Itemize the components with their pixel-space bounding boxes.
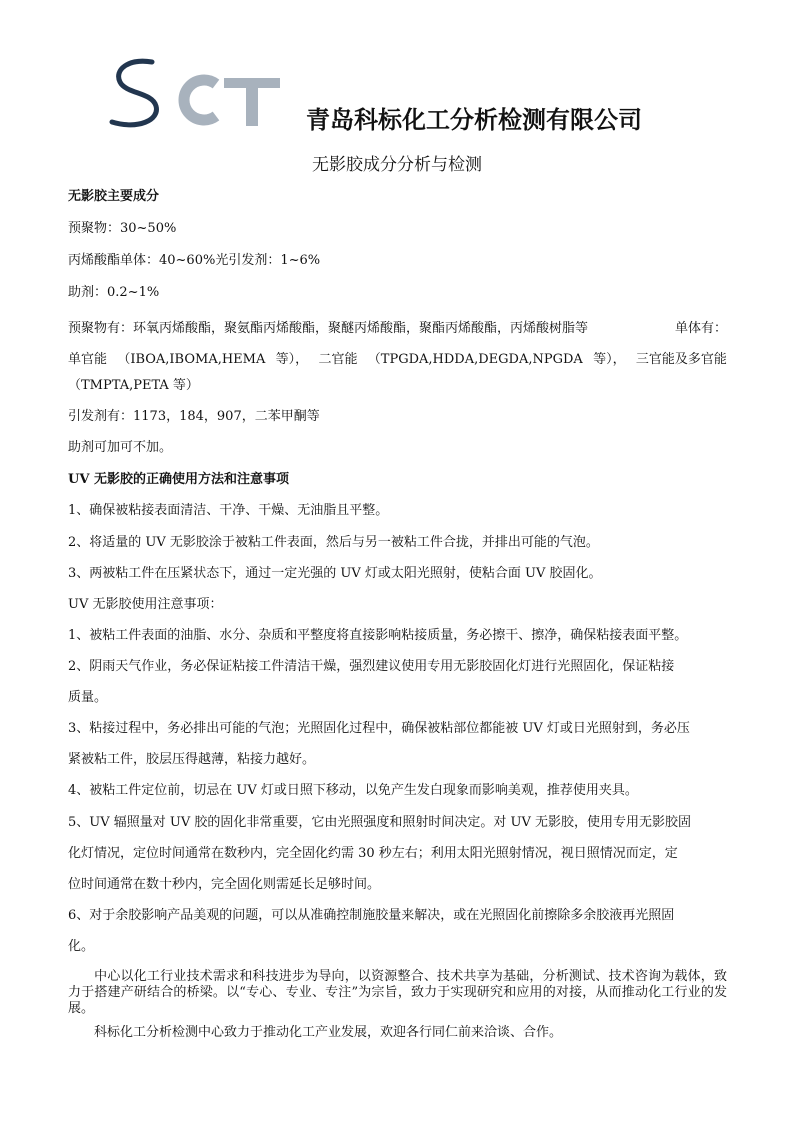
- prepolymer-text: 预聚物有：环氧丙烯酸酯，聚氨酯丙烯酸酯，聚醚丙烯酸酯，聚酯丙烯酸酯，丙烯酸树脂等: [68, 321, 589, 336]
- footer-text: 中心以化工行业技术需求和科技进步为导向，以资源整合、技术共享为基础，分析测试、技术咨询为载体，致力于搭建产研结合的桥梁。以“专心、专业、专注”为宗旨，致力于实现研究和应用的对接，从而推动化工行业的发展。: [68, 969, 727, 1016]
- monomer-line-2: （TMPTA,PETA 等）: [68, 378, 199, 393]
- monomer-part: 等），: [593, 352, 626, 367]
- composition-line: 预聚物：30~50%: [68, 221, 177, 236]
- document-title: 无影胶成分分析与检测: [312, 155, 482, 175]
- monomer-label: 单体有：: [674, 321, 727, 336]
- sct-logo: [108, 56, 288, 132]
- company-name: 青岛科标化工分析检测有限公司: [306, 106, 642, 134]
- usage-step: 3、两被粘工件在压紧状态下，通过一定光强的 UV 灯或太阳光照射，使粘合面 UV 胶固化。: [68, 566, 602, 581]
- prepolymer-line: [68, 317, 727, 336]
- note-line: 5、UV 辐照量对 UV 胶的固化非常重要，它由光照强度和照射时间决定。对 UV 无影胶，使用专用无影胶固: [68, 815, 691, 830]
- usage-heading: UV 无影胶的正确使用方法和注意事项: [68, 472, 289, 487]
- initiator-line: 引发剂有：1173，184，907，二苯甲酮等: [68, 409, 320, 424]
- composition-line: 助剂：0.2~1%: [68, 285, 160, 300]
- note-line: 质量。: [68, 690, 108, 705]
- monomer-part: 二官能: [318, 352, 358, 367]
- usage-step: 2、将适量的 UV 无影胶涂于被粘工件表面，然后与另一被粘工件合拢，并排出可能的气泡。: [68, 535, 599, 550]
- footer-paragraph: [68, 1025, 727, 1041]
- monomer-part: 单官能: [68, 352, 108, 367]
- note-line: 3、粘接过程中，务必排出可能的气泡；光照固化过程中，确保被粘部位都能被 UV 灯或日光照射到，务必压: [68, 721, 690, 736]
- additive-line: 助剂可加可不加。: [68, 440, 173, 455]
- composition-line: 丙烯酸酯单体：40~60%光引发剂：1~6%: [68, 253, 321, 268]
- monomer-part: （IBOA,IBOMA,HEMA: [117, 352, 266, 367]
- note-line: 2、阴雨天气作业，务必保证粘接工件清洁干燥，强烈建议使用专用无影胶固化灯进行光照固化，保证粘接: [68, 659, 675, 674]
- note-line: 位时间通常在数十秒内，完全固化则需延长足够时间。: [68, 877, 381, 892]
- note-line: 6、对于余胶影响产品美观的问题，可以从准确控制施胶量来解决，或在光照固化前擦除多余胶液再光照固: [68, 908, 675, 923]
- note-line: 化。: [68, 939, 95, 954]
- note-line: 1、被粘工件表面的油脂、水分、杂质和平整度将直接影响粘接质量，务必擦干、擦净，确保粘接表面平整。: [68, 628, 688, 643]
- note-line: 紧被粘工件，胶层压得越薄，粘接力越好。: [68, 752, 316, 767]
- note-line: 4、被粘工件定位前，切忌在 UV 灯或日照下移动，以免产生发白现象而影响美观，推荐使用夹具。: [68, 783, 638, 798]
- monomer-line: [68, 348, 727, 367]
- monomer-part: （TPGDA,HDDA,DEGDA,NPGDA: [367, 352, 583, 367]
- footer-text: 科标化工分析检测中心致力于推动化工产业发展，欢迎各行同仁前来洽谈、合作。: [94, 1025, 563, 1040]
- monomer-part: 等），: [275, 352, 309, 367]
- monomer-part: 三官能及多官能: [635, 352, 727, 367]
- composition-heading: 无影胶主要成分: [68, 189, 160, 204]
- notes-heading: UV 无影胶使用注意事项：: [68, 597, 223, 612]
- footer-paragraph: [68, 969, 727, 1017]
- usage-step: 1、确保被粘接表面清洁、干净、干燥、无油脂且平整。: [68, 503, 389, 518]
- note-line: 化灯情况，定位时间通常在数秒内，完全固化约需 30 秒左右；利用太阳光照射情况，视日照情况而定，定: [68, 846, 678, 861]
